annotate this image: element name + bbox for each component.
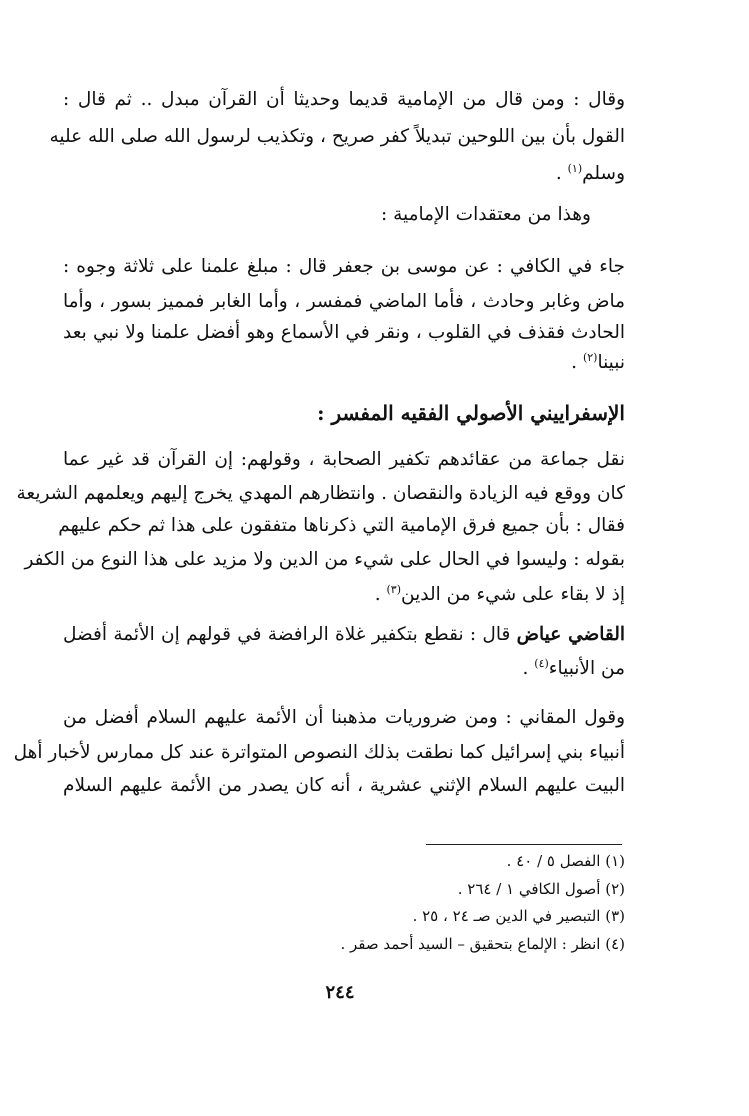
section-heading: الإسفراييني الأصولي الفقيه المفسر : bbox=[317, 401, 625, 425]
body-line: ماض وغابر وحادث ، فأما الماضي فمفسر ، وأما الغابر فمميز بسور ، وأما bbox=[63, 291, 625, 312]
body-line: فقال : بأن جميع فرق الإمامية التي ذكرناها متفقون على هذا ثم حكم عليهم bbox=[58, 515, 625, 536]
body-text: قال : نقطع بتكفير غلاة الرافضة في قولهم إن الأئمة أفضل bbox=[63, 624, 517, 645]
footnote-marker: (١) bbox=[567, 161, 583, 175]
body-line bbox=[63, 657, 625, 681]
footnote: (٢) أصول الكافي ١ / ٢٦٤ . bbox=[457, 880, 625, 898]
body-line bbox=[63, 162, 625, 186]
body-line bbox=[63, 351, 625, 375]
body-line: القول بأن بين اللوحين تبديلاً كفر صريح ، وتكذيب لرسول الله صلى الله عليه bbox=[49, 126, 625, 147]
body-line: وهذا من معتقدات الإمامية : bbox=[381, 204, 591, 225]
body-text: . bbox=[555, 163, 568, 184]
body-text: . bbox=[374, 584, 387, 605]
body-line: أنبياء بني إسرائيل كما نطقت بذلك النصوص المتواترة عند كل ممارس لأخبار أهل bbox=[13, 742, 625, 763]
body-line: بقوله : وليسوا في الحال على شيء من الدين ولا مزيد على هذا النوع من الكفر bbox=[24, 549, 625, 570]
footnote: (١) الفصل ٥ / ٤٠ . bbox=[506, 852, 625, 870]
body-line: وقال : ومن قال من الإمامية قديما وحديثا أن القرآن مبدل .. ثم قال : bbox=[63, 89, 625, 110]
body-text: . bbox=[522, 658, 535, 679]
body-text: نبينا bbox=[597, 352, 625, 373]
body-text: إذ لا بقاء على شيء من الدين bbox=[401, 584, 625, 605]
footnote-marker: (٢) bbox=[582, 350, 598, 364]
body-text: من الأنبياء bbox=[548, 658, 625, 679]
footnote: (٤) انظر : الإلماع بتحقيق – السيد أحمد صقر . bbox=[340, 935, 625, 953]
footnote-divider bbox=[426, 844, 622, 845]
footnote-marker: (٣) bbox=[386, 582, 402, 596]
scholar-name: القاضي عياض bbox=[516, 624, 625, 645]
page-number: ٢٤٤ bbox=[325, 982, 355, 1003]
body-line: جاء في الكافي : عن موسى بن جعفر قال : مبلغ علمنا على ثلاثة وجوه : bbox=[63, 256, 625, 277]
body-line: نقل جماعة من عقائدهم تكفير الصحابة ، وقولهم: إن القرآن قد غير عما bbox=[63, 449, 625, 470]
footnote: (٣) التبصير في الدين صـ ٢٤ ، ٢٥ . bbox=[412, 907, 625, 925]
body-text: . bbox=[571, 352, 583, 373]
body-line: كان ووقع فيه الزيادة والنقصان . وانتظارهم المهدي يخرج إليهم ويعلمهم الشريعة bbox=[16, 483, 625, 504]
body-line bbox=[63, 583, 625, 607]
body-line: البيت عليهم السلام الإثني عشرية ، أنه كان يصدر من الأئمة عليهم السلام bbox=[63, 775, 625, 796]
body-line: الحادث فقذف في القلوب ، ونقر في الأسماع وهو أفضل علمنا ولا نبي بعد bbox=[63, 322, 625, 343]
body-line: وقول المقاني : ومن ضروريات مذهبنا أن الأئمة عليهم السلام أفضل من bbox=[63, 707, 625, 728]
body-line bbox=[63, 623, 625, 647]
footnote-marker: (٤) bbox=[534, 656, 549, 670]
body-text: وسلم bbox=[582, 163, 625, 184]
